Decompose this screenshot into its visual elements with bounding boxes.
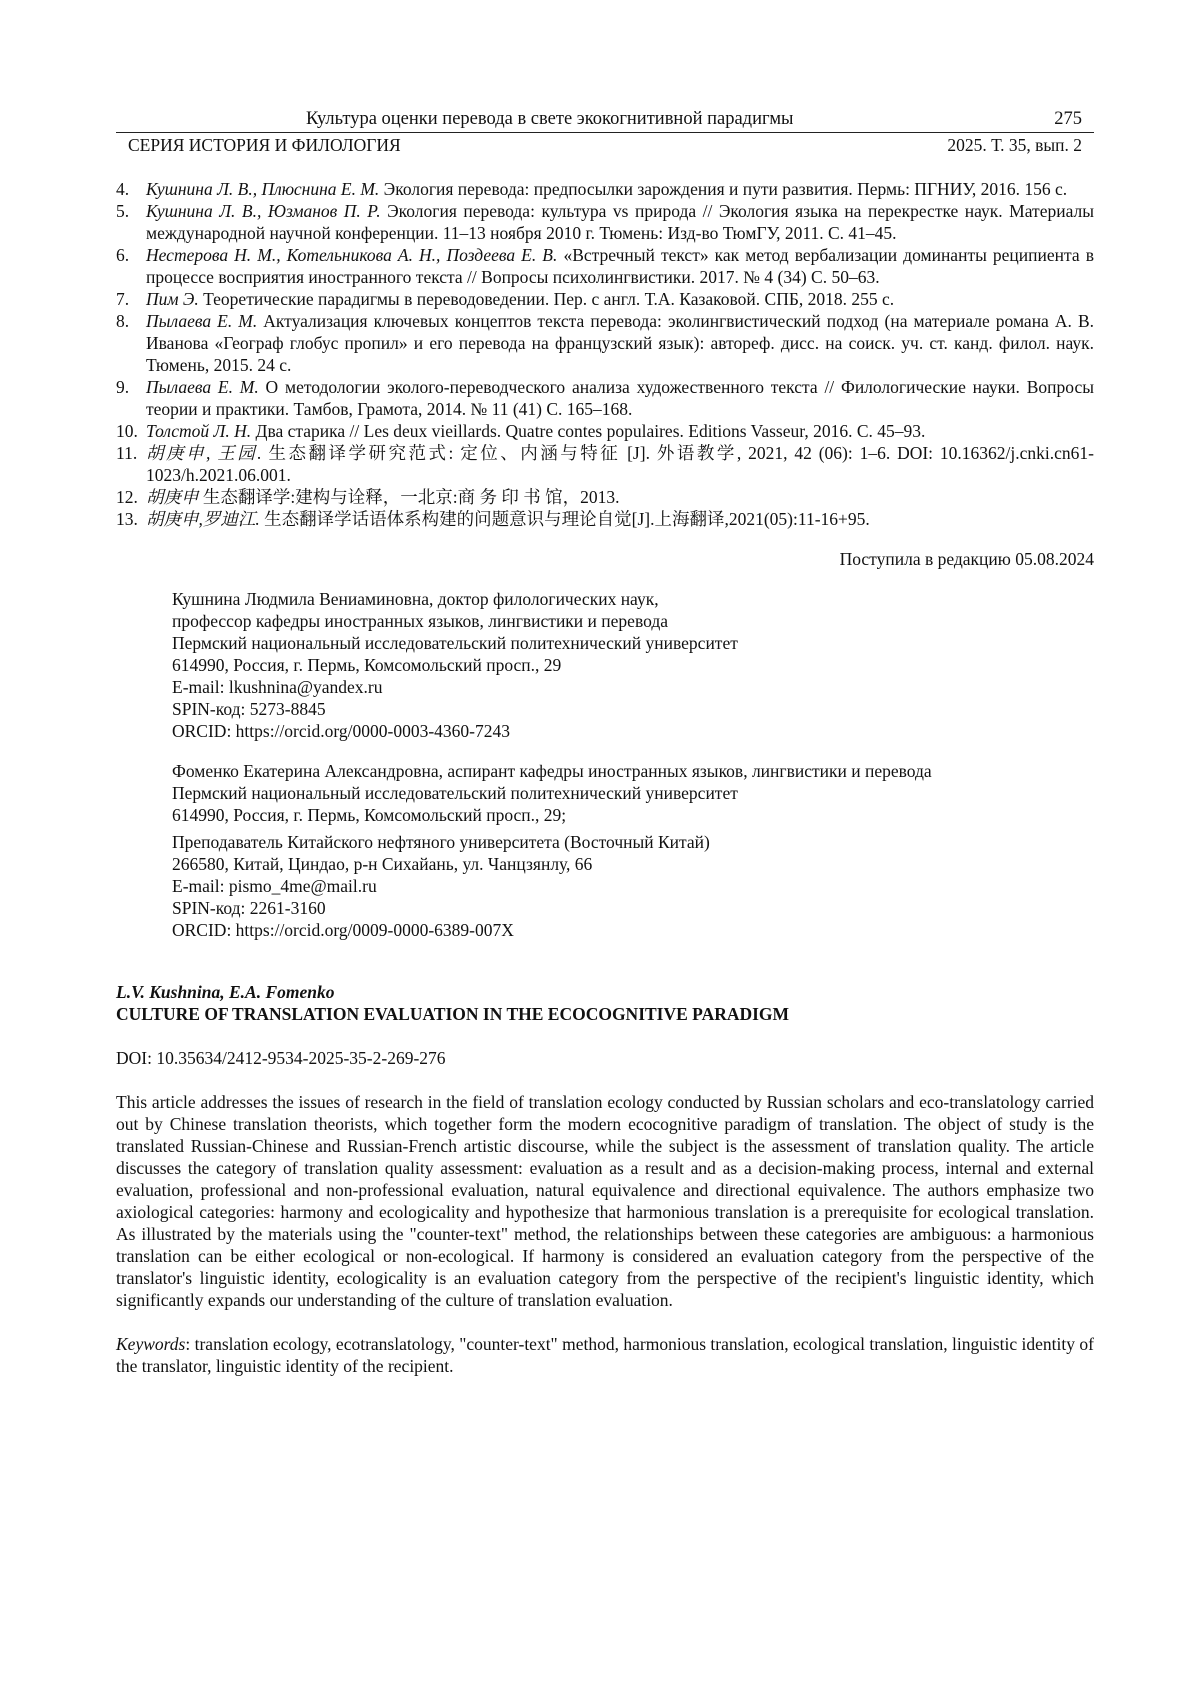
author-address: 614990, Россия, г. Пермь, Комсомольский просп., 29; — [172, 804, 1094, 826]
reference-list — [116, 178, 1094, 530]
reference-authors: 胡庚申,罗迪江. — [146, 509, 260, 529]
reference-text: 生态翻译学话语体系构建的问题意识与理论自觉[J].上海翻译,2021(05):11-16+95. — [260, 509, 870, 529]
reference-text: Экология перевода: предпосылки зарождения и пути развития. Пермь: ПГНИУ, 2016. 156 с. — [379, 179, 1067, 199]
series-header — [116, 134, 1094, 156]
reference-text: О методологии эколого-переводческого анализа художественного текста // Филологические науки. Вопросы теории и практики. Тамбов, Грамота, 2014. № 11 (41) С. 165–168. — [146, 377, 1094, 419]
series-name: СЕРИЯ ИСТОРИЯ И ФИЛОЛОГИЯ — [128, 134, 401, 156]
reference-text: «Встречный текст» как метод вербализации доминанты реципиента в процессе восприятия иностранного текста // Вопросы психолингвистики. 2017. № 4 (34) С. 50–63. — [146, 245, 1094, 287]
author-orcid: ORCID: https://orcid.org/0000-0003-4360-7243 — [172, 720, 1094, 742]
reference-text: Актуализация ключевых концептов текста перевода: эколингвистический подход (на материале романа А. В. Иванова «Географ глобус пропил» и его перевода на французский язык): автореф. дисс. на соиск. уч. ст. канд. филол. наук. Тюмень, 2015. 24 с. — [146, 311, 1094, 375]
english-authors: L.V. Kushnina, E.A. Fomenko — [116, 981, 1094, 1003]
reference-item: 10. Толстой Л. Н. Два старика // Les deux vieillards. Quatre contes populaires. Editions Vasseur, 2016. С. 45–93. — [116, 420, 1094, 442]
running-title: Культура оценки перевода в свете экокогнитивной парадигмы — [306, 108, 793, 130]
author-info-fomenko — [172, 760, 1094, 941]
author-orcid: ORCID: https://orcid.org/0009-0000-6389-007X — [172, 919, 1094, 941]
reference-item: 9. Пылаева Е. М. О методологии эколого-переводческого анализа художественного текста // Филологические науки. Вопросы теории и практики. Тамбов, Грамота, 2014. № 11 (41) С. 165–168. — [116, 376, 1094, 420]
reference-authors: 胡庚申 — [146, 487, 199, 507]
author-affiliation: Пермский национальный исследовательский политехнический университет — [172, 782, 1094, 804]
reference-item: 11. 胡庚申, 王园. 生态翻译学研究范式: 定位、内涵与特征 [J]. 外语教学, 2021, 42 (06): 1–6. DOI: 10.16362/j.cnki.cn61-1023/h.2021.06.001. — [116, 442, 1094, 486]
running-header — [116, 108, 1094, 133]
page — [116, 108, 1094, 1377]
reference-item: 6. Нестерова Н. М., Котельникова А. Н., Поздеева Е. В. «Встречный текст» как метод вербализации доминанты реципиента в процессе восприятия иностранного текста // Вопросы психолингвистики. 2017. № 4 (34) С. 50–63. — [116, 244, 1094, 288]
reference-item: 5. Кушнина Л. В., Юзманов П. Р. Экология перевода: культура vs природа // Экология языка на перекрестке наук. Материалы международной научной конференции. 11–13 ноября 2010 г. Тюмень: Изд-во ТюмГУ, 2011. С. 41–45. — [116, 200, 1094, 244]
author-email: E-mail: lkushnina@yandex.ru — [172, 676, 1094, 698]
reference-authors: 胡庚申, 王园. — [146, 443, 262, 463]
reference-item: 7. Пим Э. Теоретические парадигмы в переводоведении. Пер. с англ. Т.А. Казаковой. СПБ, 2018. 255 с. — [116, 288, 1094, 310]
reference-text: Экология перевода: культура vs природа // Экология языка на перекрестке наук. Материалы международной научной конференции. 11–13 ноября 2010 г. Тюмень: Изд-во ТюмГУ, 2011. С. 41–45. — [146, 201, 1094, 243]
author-affiliation: Пермский национальный исследовательский политехнический университет — [172, 632, 1094, 654]
reference-item: 12. 胡庚申 生态翻译学:建构与诠释，一北京:商 务 印 书 馆，2013. — [116, 486, 1094, 508]
reference-text: Два старика // Les deux vieillards. Quatre contes populaires. Editions Vasseur, 2016. С. 45–93. — [251, 421, 925, 441]
reference-authors: Кушнина Л. В., Юзманов П. Р. — [146, 201, 381, 221]
issue-info: 2025. Т. 35, вып. 2 — [947, 134, 1082, 156]
keywords-label: Keywords — [116, 1334, 185, 1354]
reference-text: 生态翻译学研究范式: 定位、内涵与特征 [J]. 外语教学, 2021, 42 (06): 1–6. DOI: 10.16362/j.cnki.cn61-1023/h.2021.06.001. — [146, 443, 1094, 485]
author-spin: SPIN-код: 5273-8845 — [172, 698, 1094, 720]
page-number: 275 — [1054, 108, 1082, 130]
reference-authors: Пылаева Е. М. — [146, 311, 257, 331]
reference-item: 13. 胡庚申,罗迪江. 生态翻译学话语体系构建的问题意识与理论自觉[J].上海翻译,2021(05):11-16+95. — [116, 508, 1094, 530]
english-title: CULTURE OF TRANSLATION EVALUATION IN THE ECOCOGNITIVE PARADIGM — [116, 1003, 1094, 1025]
doi: DOI: 10.35634/2412-9534-2025-35-2-269-276 — [116, 1047, 1094, 1069]
author-address: 614990, Россия, г. Пермь, Комсомольский просп., 29 — [172, 654, 1094, 676]
reference-authors: Пим Э. — [146, 289, 199, 309]
reference-authors: Толстой Л. Н. — [146, 421, 251, 441]
author-name-line: Кушнина Людмила Вениаминовна, доктор филологических наук, — [172, 588, 1094, 610]
reference-item: 4. Кушнина Л. В., Плюснина Е. М. Экология перевода: предпосылки зарождения и пути развития. Пермь: ПГНИУ, 2016. 156 с. — [116, 178, 1094, 200]
english-abstract: This article addresses the issues of research in the field of translation ecology conducted by Russian scholars and eco-translatology carried out by Chinese translation theorists, which together form the modern ecocognitive paradigm of translation. The object of study is the translated Russian-Chinese and Russian-French artistic discourse, while the subject is the assessment of translation quality. The article discusses the category of translation quality assessment: evaluation as a result and as a decision-making process, internal and external evaluation, professional and non-professional evaluation, natural equivalence and directional equivalence. The authors emphasize two axiological categories: harmony and ecologicality and hypothesize that harmonious translation is a prerequisite for ecological translation. As illustrated by the materials using the "counter-text" method, the relationships between these categories are ambiguous: a harmonious translation can be either ecological or non-ecological. If harmony is considered an evaluation category from the perspective of the translator's linguistic identity, ecologicality is an evaluation category from the perspective of the recipient's linguistic identity, which significantly expands our understanding of the culture of translation evaluation. — [116, 1091, 1094, 1311]
author-position: профессор кафедры иностранных языков, лингвистики и перевода — [172, 610, 1094, 632]
reference-authors: Нестерова Н. М., Котельникова А. Н., Поздеева Е. В. — [146, 245, 557, 265]
keywords — [116, 1333, 1094, 1377]
reference-authors: Кушнина Л. В., Плюснина Е. М. — [146, 179, 379, 199]
reference-item: 8. Пылаева Е. М. Актуализация ключевых концептов текста перевода: эколингвистический подход (на материале романа А. В. Иванова «Географ глобус пропил» и его перевода на французский язык): автореф. дисс. на соиск. уч. ст. канд. филол. наук. Тюмень, 2015. 24 с. — [116, 310, 1094, 376]
reference-authors: Пылаева Е. М. — [146, 377, 259, 397]
reference-text: 生态翻译学:建构与诠释，一北京:商 务 印 书 馆，2013. — [199, 487, 620, 507]
author-info-kushnina — [172, 588, 1094, 742]
author-second-address: 266580, Китай, Циндао, р-н Сихайань, ул. Чанцзянлу, 66 — [172, 853, 1094, 875]
keywords-text: : translation ecology, ecotranslatology, "counter-text" method, harmonious translation, ecological translation, linguistic identity of the translator, linguistic identity of the recipient. — [116, 1334, 1094, 1376]
author-name-line: Фоменко Екатерина Александровна, аспирант кафедры иностранных языков, лингвистики и перевода — [172, 760, 1094, 782]
author-second-affiliation: Преподаватель Китайского нефтяного университета (Восточный Китай) — [172, 831, 1094, 853]
author-email: E-mail: pismo_4me@mail.ru — [172, 875, 1094, 897]
author-spin: SPIN-код: 2261-3160 — [172, 897, 1094, 919]
reference-text: Теоретические парадигмы в переводоведении. Пер. с англ. Т.А. Казаковой. СПБ, 2018. 255 с. — [199, 289, 894, 309]
received-date: Поступила в редакцию 05.08.2024 — [116, 548, 1094, 570]
